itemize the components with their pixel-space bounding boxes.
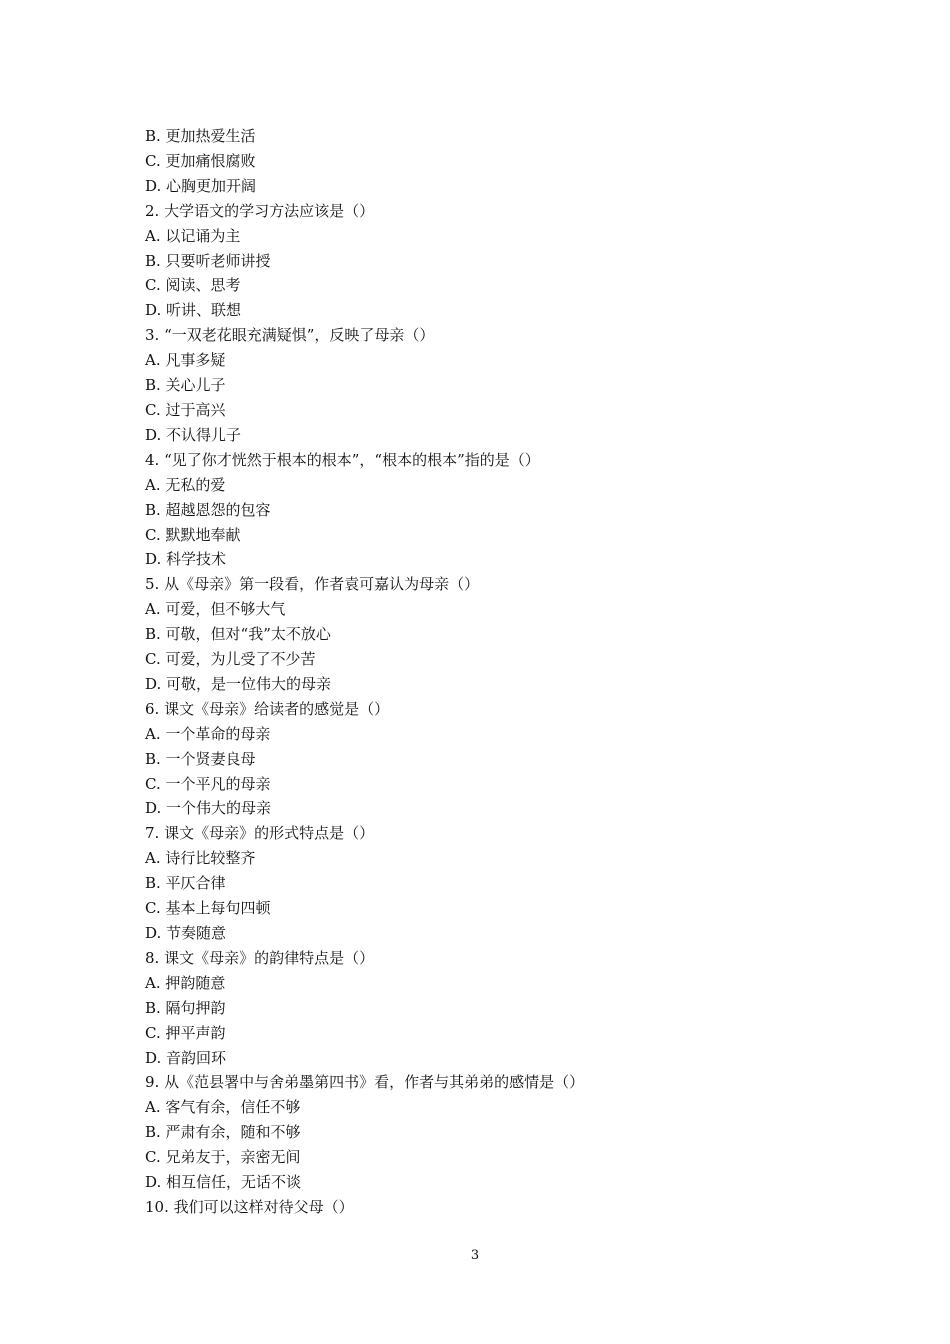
answer-option: A. 客气有余，信任不够 [145,1098,301,1117]
question-stem: 6. 课文《母亲》给读者的感觉是（） [145,699,390,718]
answer-option: A. 以记诵为主 [145,226,241,245]
answer-option: D. 可敬，是一位伟大的母亲 [145,674,332,693]
answer-option: C. 可爱，为儿受了不少苦 [145,650,316,669]
answer-option: D. 听讲、联想 [145,301,242,320]
question-stem: 7. 课文《母亲》的形式特点是（） [145,824,375,843]
answer-option: D. 心胸更加开阔 [145,176,257,195]
answer-option: D. 科学技术 [145,550,227,569]
answer-option: A. 无私的爱 [145,475,226,494]
answer-option: B. 关心儿子 [145,376,226,395]
answer-option: C. 一个平凡的母亲 [145,774,271,793]
answer-option: B. 超越恩怨的包容 [145,500,271,519]
answer-option: A. 一个革命的母亲 [145,724,271,743]
answer-option: C. 兄弟友于，亲密无间 [145,1148,301,1167]
question-stem: 2. 大学语文的学习方法应该是（） [145,201,375,220]
answer-option: D. 一个伟大的母亲 [145,799,272,818]
page-number: 3 [470,1248,480,1263]
answer-option: B. 隔句押韵 [145,998,226,1017]
question-stem: 8. 课文《母亲》的韵律特点是（） [145,948,375,967]
answer-option: B. 更加热爱生活 [145,127,256,145]
question-stem: 10. 我们可以这样对待父母（） [145,1197,354,1216]
answer-option: B. 只要听老师讲授 [145,251,271,270]
question-text-block [145,124,825,1220]
answer-option: C. 更加痛恨腐败 [145,151,256,170]
question-stem: 9. 从《范县署中与舍弟墨第四书》看，作者与其弟弟的感情是（） [145,1073,585,1092]
answer-option: B. 可敬，但对“我”太不放心 [145,625,331,644]
answer-option: C. 押平声韵 [145,1023,226,1042]
answer-option: B. 严肃有余，随和不够 [145,1123,301,1142]
answer-option: A. 诗行比较整齐 [145,849,256,868]
answer-option: C. 阅读、思考 [145,276,241,295]
answer-option: D. 音韵回环 [145,1048,227,1067]
answer-option: A. 凡事多疑 [145,351,226,370]
answer-option: A. 可爱，但不够大气 [145,600,286,619]
answer-option: A. 押韵随意 [145,973,226,992]
answer-option: C. 过于高兴 [145,400,226,419]
question-stem: 5. 从《母亲》第一段看，作者袁可嘉认为母亲（） [145,575,480,594]
answer-option: B. 平仄合律 [145,874,226,893]
answer-option: D. 节奏随意 [145,924,227,942]
answer-option: D. 不认得儿子 [145,425,242,444]
question-stem: 3. “一双老花眼充满疑惧”，反映了母亲（） [145,326,435,345]
answer-option: C. 基本上每句四顿 [145,899,271,918]
answer-option: B. 一个贤妻良母 [145,749,256,768]
answer-option: D. 相互信任，无话不谈 [145,1173,302,1192]
question-stem: 4. “见了你才恍然于根本的根本”，“根本的根本”指的是（） [145,450,540,469]
answer-option: C. 默默地奉献 [145,525,241,544]
